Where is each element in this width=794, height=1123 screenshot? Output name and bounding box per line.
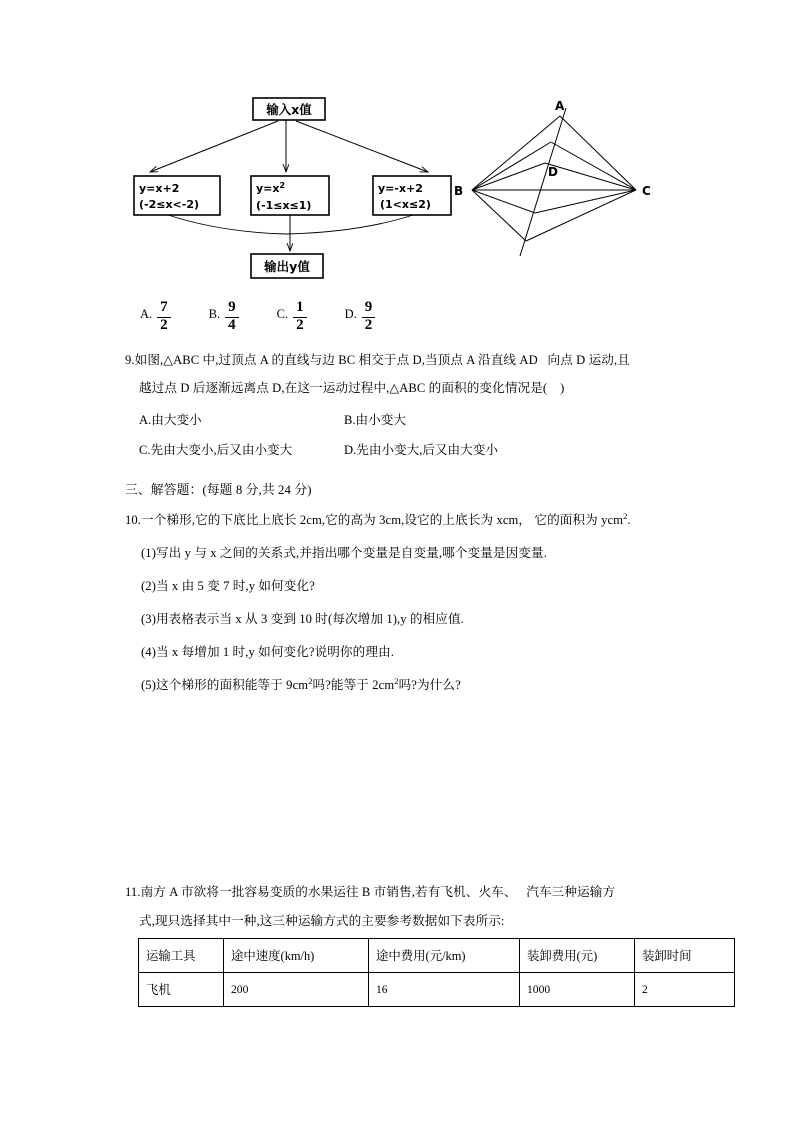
question-9 — [125, 352, 705, 397]
table-header-cell-3: 装卸费用(元) — [520, 939, 635, 973]
table-header-cell-0: 运输工具 — [139, 939, 224, 973]
choice-b-letter: B. — [208, 307, 221, 321]
question-9-options — [125, 412, 705, 459]
choice-c[interactable] — [277, 300, 307, 334]
question-10-sub-5 — [125, 677, 705, 694]
question-10-sub-5-post: 吗?为什么? — [398, 678, 461, 692]
table-row — [139, 973, 735, 1007]
branch-right-domain: (1<x≤2) — [380, 198, 431, 211]
choice-b-fraction — [225, 300, 239, 334]
question-11-line-2: 式,现只选择其中一种,这三种运输方式的主要参考数据如下表所示: — [139, 914, 505, 928]
question-10-sub-1: (1)写出 y 与 x 之间的关系式,并指出哪个变量是自变量,哪个变量是因变量. — [141, 546, 547, 560]
question-10-sub-5-sup-1: 2 — [308, 675, 313, 686]
question-9-option-row-1 — [125, 412, 705, 429]
choice-b-numerator: 9 — [228, 299, 236, 315]
choice-d-numerator: 9 — [364, 299, 373, 315]
table-cell-cost-per-km: 16 — [369, 973, 520, 1007]
question-11-line-1: 11.南方 A 市欲将一批容易变质的水果运往 B 市销售,若有飞机、火车、 汽车三种运输方 — [125, 885, 616, 899]
choice-c-fraction — [293, 300, 307, 334]
question-10-sub-3: (3)用表格表示当 x 从 3 变到 10 时(每次增加 1),y 的相应值. — [141, 612, 464, 626]
question-9-option-b[interactable]: B.由小变大 — [344, 413, 406, 427]
triangle-label-b: B — [454, 184, 464, 198]
question-10-sub-4: (4)当 x 每增加 1 时,y 如何变化?说明你的理由. — [141, 645, 395, 659]
flowchart-output-label: 输出y值 — [264, 259, 310, 274]
table-cell-speed: 200 — [224, 973, 369, 1007]
transport-data-table — [138, 938, 735, 1007]
branch-mid-formula: $y=x^2$ — [256, 181, 286, 195]
triangle-label-a: A — [555, 99, 565, 113]
branch-mid-domain: (-1≤x≤1) — [256, 199, 312, 212]
question-9-option-row-2 — [125, 442, 705, 459]
table-header-cell-4: 装卸时间 — [635, 939, 735, 973]
choice-a-letter: A. — [140, 307, 153, 321]
question-11 — [125, 884, 705, 930]
question-10-stem-post: . — [627, 513, 631, 527]
question-9-option-a[interactable]: A.由大变小 — [139, 413, 202, 427]
question-9-line-2: 越过点 D 后逐渐远离点 D,在这一运动过程中,△ABC 的面积的变化情况是( ) — [139, 381, 565, 395]
choice-a[interactable] — [140, 300, 171, 334]
question-10-stem-sup: 2 — [623, 510, 628, 521]
question-9-option-d[interactable]: D.先由小变大,后又由大变小 — [344, 443, 498, 457]
choice-a-fraction — [157, 300, 171, 334]
triangle-figure — [450, 96, 670, 286]
question-10-sub-5-sup-2: 2 — [394, 675, 399, 686]
flowchart-figure — [128, 88, 468, 298]
choice-a-numerator: 7 — [160, 299, 168, 315]
choice-a-denominator: 2 — [157, 317, 171, 334]
choice-d-fraction — [362, 300, 376, 334]
branch-left-domain: (-2≤x<-2) — [139, 198, 200, 211]
triangle-label-d: D — [548, 165, 558, 179]
question-10-sub-5-pre: (5)这个梯形的面积能等于 9cm — [141, 678, 309, 692]
choice-d[interactable] — [345, 300, 376, 334]
section-3-heading: 三、解答题：(每题 8 分,共 24 分) — [125, 483, 312, 497]
choice-c-denominator: 2 — [293, 317, 307, 334]
table-cell-loading-fee: 1000 — [520, 973, 635, 1007]
branch-right-formula: y=-x+2 — [378, 182, 423, 195]
flowchart-input-label: 输入x值 — [266, 102, 312, 117]
fraction-choice-row — [140, 300, 470, 342]
question-10 — [125, 512, 705, 694]
table-cell-loading-time: 2 — [635, 973, 735, 1007]
question-9-line-1: 9.如图,△ABC 中,过顶点 A 的直线与边 BC 相交于点 D,当顶点 A 沿直线 AD 向点 D 运动,且 — [125, 353, 630, 367]
choice-d-letter: D. — [344, 307, 357, 321]
question-9-option-c[interactable]: C.先由大变小,后又由小变大 — [139, 443, 293, 457]
choice-c-letter: C. — [276, 307, 289, 321]
choice-c-numerator: 1 — [296, 299, 304, 315]
table-header-cell-1: 途中速度(km/h) — [224, 939, 369, 973]
question-10-sub-2: (2)当 x 由 5 变 7 时,y 如何变化? — [141, 579, 315, 593]
branch-left-formula: y=x+2 — [139, 182, 180, 195]
choice-b[interactable] — [209, 300, 239, 334]
choice-b-denominator: 4 — [225, 317, 239, 334]
table-header-cell-2: 途中费用(元/km) — [369, 939, 520, 973]
table-cell-transport-name: 飞机 — [139, 973, 224, 1007]
question-10-stem-pre: 10.一个梯形,它的下底比上底长 2cm,它的高为 3cm,设它的上底长为 xcm， 它的面积为 ycm — [125, 513, 624, 527]
triangle-label-c: C — [642, 184, 651, 198]
section-3-heading-block — [125, 482, 705, 499]
question-10-stem — [125, 512, 705, 529]
question-10-sub-5-mid: 吗?能等于 2cm — [312, 678, 395, 692]
choice-d-denominator: 2 — [362, 317, 376, 334]
table-header-row — [139, 939, 735, 973]
